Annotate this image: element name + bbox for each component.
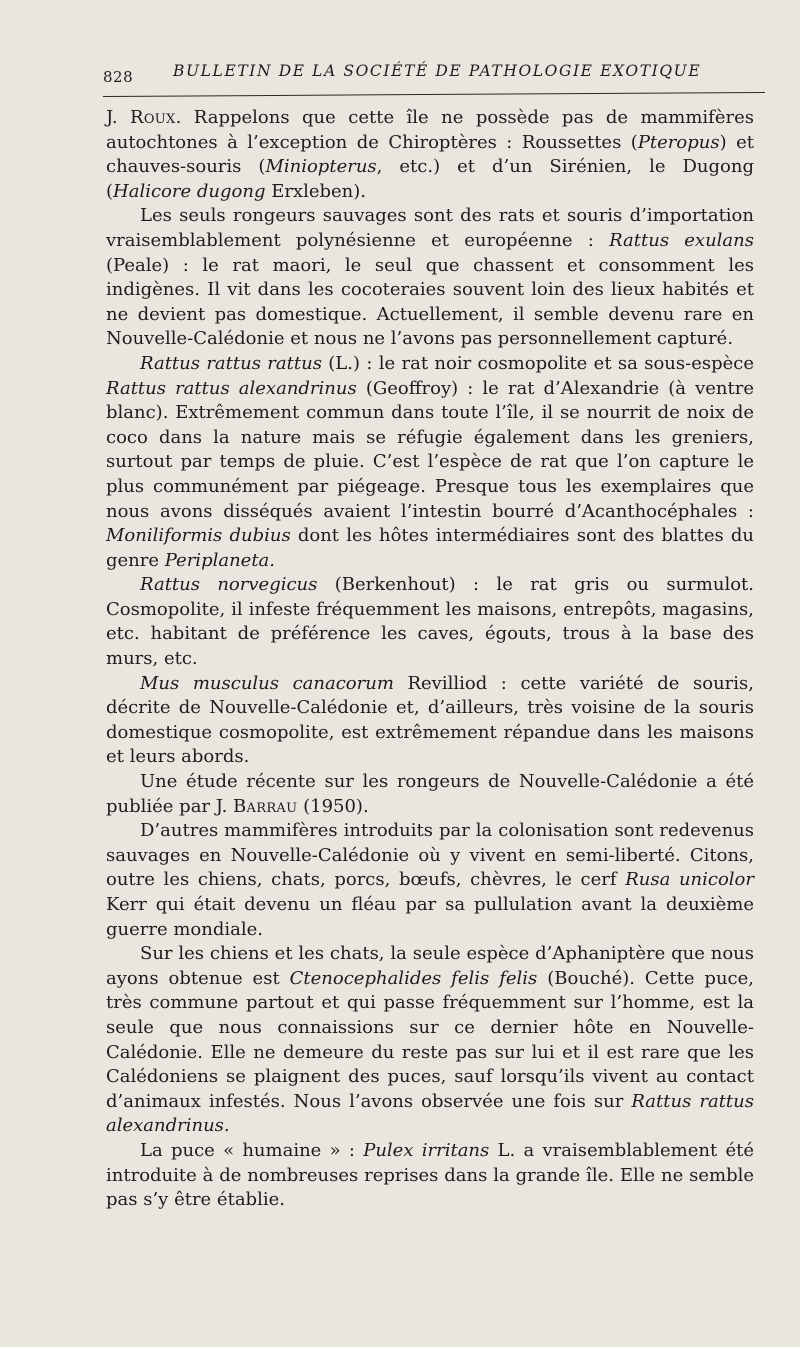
text-run: Erxleben). [265, 180, 367, 202]
paragraph [106, 1139, 754, 1213]
italic-term: Ctenocephalides felis felis [289, 967, 538, 989]
header-rule [103, 92, 765, 97]
italic-term: Rusa unicolor [625, 869, 754, 891]
italic-term: Miniopterus [265, 156, 377, 178]
text-run: (Geoffroy) : le rat d’Alexandrie (à ventre blanc). Extrêmement commun dans toute l’île, il se nourrit de noix de coco dans la nature mais se réfugie également dans les greniers, surtout par temps de pluie. C’est l’espèce de rat que l’on capture le plus communément par piégeage. Presque tous les exemplaires que nous avons disséqués avaient l’intestin bourré d’Acanthocéphales : [106, 377, 755, 522]
text-run: J. [106, 107, 130, 128]
text-run: . Rappelons que cette île ne possède pas de mammifères autochtones à l’exception de Chiroptères : Roussettes ( [106, 107, 754, 153]
text-run: Sur les chiens et les chats, la seule espèce d’Aphaniptère que nous ayons obtenue est [106, 943, 754, 989]
text-run: (Berkenhout) : le rat gris ou surmulot. Cosmopolite, il infeste fréquemment les maisons, entrepôts, magasins, etc. habitant de préférence les caves, égouts, trous à la base des murs, etc. [106, 574, 754, 670]
italic-term: Pteropus [637, 131, 720, 153]
text-run: , etc.) et d’un Sirénien, le Dugong ( [106, 156, 754, 202]
author-name: Roux [129, 107, 176, 128]
italic-term: Rattus rattus alexandrinus. [106, 1090, 754, 1137]
page-header [103, 62, 763, 84]
paragraph [106, 770, 754, 819]
text-run: (Bouché). Cette puce, très commune partout et qui passe fréquemment sur l’homme, est la seule que nous connaissions sur ce dernier hôte en Nouvelle-Calédonie. Elle ne demeure du reste pas sur lui et il est rare que les Calédoniens se plaignent des puces, sauf lorsqu’ils vivent au contact d’animaux infestés. Nous l’avons observée une fois sur [106, 967, 755, 1112]
paragraph [106, 819, 754, 942]
text-run: ) et chauves-souris ( [106, 131, 754, 178]
text-run: Une étude récente sur les rongeurs de Nouvelle-Calédonie a été publiée par J. [106, 771, 754, 817]
text-run: L. a vraisemblablement été introduite à de nombreuses reprises dans la grande île. Elle ne semble pas s’y être établie. [106, 1139, 754, 1211]
text-run: Revilliod : cette variété de souris, décrite de Nouvelle-Calédonie et, d’ailleurs, très voisine de la souris domestique cosmopolite, est extrêmement répandue dans les maisons et leurs abords. [106, 672, 754, 768]
text-run: dont les hôtes intermédiaires sont des blattes du genre [106, 525, 754, 571]
text-run: (1950). [297, 795, 369, 817]
italic-term: Rattus exulans [609, 229, 754, 251]
paragraph [106, 204, 754, 352]
italic-term: Moniliformis dubius [106, 525, 291, 547]
text-run: Kerr qui était devenu un fléau par sa pullulation avant la deuxième guerre mondiale. [106, 894, 754, 940]
italic-term: Rattus rattus rattus [140, 352, 322, 374]
italic-term: Pulex irritans [363, 1139, 490, 1161]
italic-term: Periplaneta. [164, 549, 276, 571]
author-name: Barrau [233, 795, 298, 817]
text-run: D’autres mammifères introduits par la colonisation sont redevenus sauvages en Nouvelle-Calédonie où y vivent en semi-liberté. Citons, outre les chiens, chats, porcs, bœufs, chèvres, le cerf [106, 820, 754, 891]
paragraph [106, 573, 754, 671]
body-text [106, 106, 754, 1213]
page-number: 828 [103, 68, 134, 86]
italic-term: Rattus norvegicus [140, 574, 318, 596]
italic-term: Halicore dugong [113, 180, 266, 202]
text-run: (Peale) : le rat maori, le seul que chassent et consomment les indigènes. Il vit dans les cocoteraies souvent loin des lieux habités et ne devient pas domestique. Actuellement, il semble devenu rare en Nouvelle-Calédonie et nous ne l’avons pas personnellement capturé. [106, 254, 754, 350]
text-run: (L.) : le rat noir cosmopolite et sa sous-espèce [321, 352, 754, 374]
running-title: BULLETIN DE LA SOCIÉTÉ DE PATHOLOGIE EXOTIQUE [173, 62, 702, 80]
italic-term: Mus musculus canacorum [140, 672, 394, 694]
text-run: Les seuls rongeurs sauvages sont des rats et souris d’importation vraisemblablement polynésienne et européenne : [106, 205, 754, 251]
paragraph [106, 672, 754, 770]
paragraph [106, 942, 754, 1139]
paragraph [106, 352, 754, 573]
paragraph [106, 106, 754, 204]
italic-term: Rattus rattus alexandrinus [106, 377, 357, 399]
text-run: La puce « humaine » : [140, 1139, 364, 1161]
